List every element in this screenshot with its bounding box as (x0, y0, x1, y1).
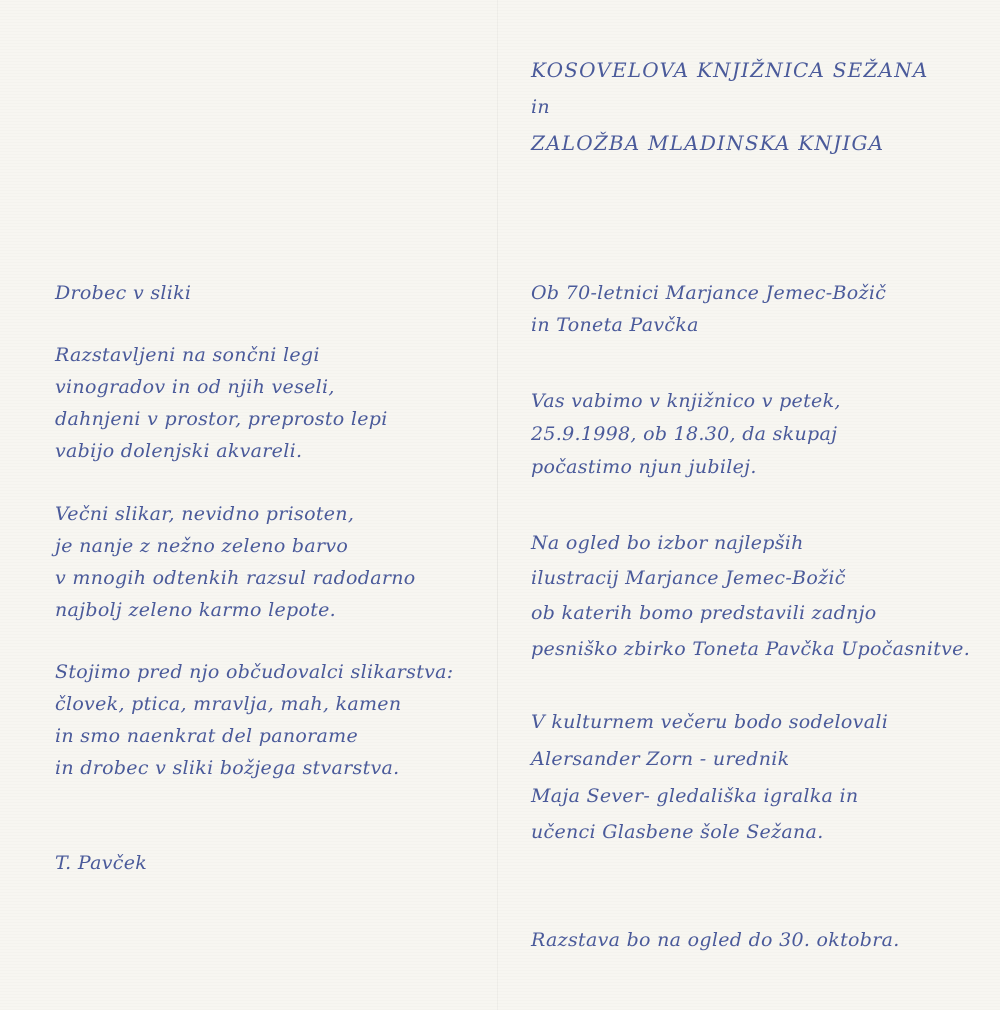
poem-line: Večni slikar, nevidno prisoten, (55, 503, 355, 525)
poem-line: Razstavljeni na sončni legi (55, 344, 320, 366)
poem-line: vabijo dolenjski akvareli. (55, 440, 303, 462)
poem-line: in smo naenkrat del panorame (55, 725, 359, 747)
exhibit-line: pesniško zbirko Toneta Pavčka Upočasnitve. (531, 638, 971, 660)
poem-line: človek, ptica, mravlja, mah, kamen (55, 693, 402, 715)
exhibit-line: ilustracij Marjance Jemec-Božič (531, 567, 846, 589)
poem-line: v mnogih odtenkih razsul radodarno (55, 567, 416, 589)
header-and: in (531, 96, 550, 118)
closing-line: Razstava bo na ogled do 30. oktobra. (531, 929, 900, 951)
exhibit-line: ob katerih bomo predstavili zadnjo (531, 602, 877, 624)
poem-line: vinogradov in od njih veseli, (55, 376, 335, 398)
poem-line: Stojimo pred njo občudovalci slikarstva: (55, 661, 454, 683)
invite-line: Vas vabimo v knjižnico v petek, (531, 390, 841, 412)
program-line: učenci Glasbene šole Sežana. (531, 821, 824, 843)
invite-line: počastimo njun jubilej. (531, 456, 757, 478)
poem-line: dahnjeni v prostor, preprosto lepi (55, 408, 388, 430)
header-publisher: ZALOŽBA MLADINSKA KNJIGA (531, 131, 885, 155)
program-line: V kulturnem večeru bodo sodelovali (531, 711, 889, 733)
poem-line: najbolj zeleno karmo lepote. (55, 599, 337, 621)
poem-title: Drobec v sliki (55, 282, 192, 304)
program-line: Maja Sever- gledališka igralka in (531, 785, 859, 807)
occasion-line: Ob 70-letnici Marjance Jemec-Božič (531, 282, 887, 304)
header-library: KOSOVELOVA KNJIŽNICA SEŽANA (531, 58, 929, 82)
occasion-line: in Toneta Pavčka (531, 314, 699, 336)
program-line: Alersander Zorn - urednik (531, 748, 790, 770)
invite-line: 25.9.1998, ob 18.30, da skupaj (531, 423, 838, 445)
exhibit-line: Na ogled bo izbor najlepših (531, 532, 804, 554)
poem-line: in drobec v sliki božjega stvarstva. (55, 757, 400, 779)
poem-line: je nanje z nežno zeleno barvo (55, 535, 349, 557)
poem-author: T. Pavček (55, 852, 148, 874)
fold-line (497, 0, 498, 1010)
